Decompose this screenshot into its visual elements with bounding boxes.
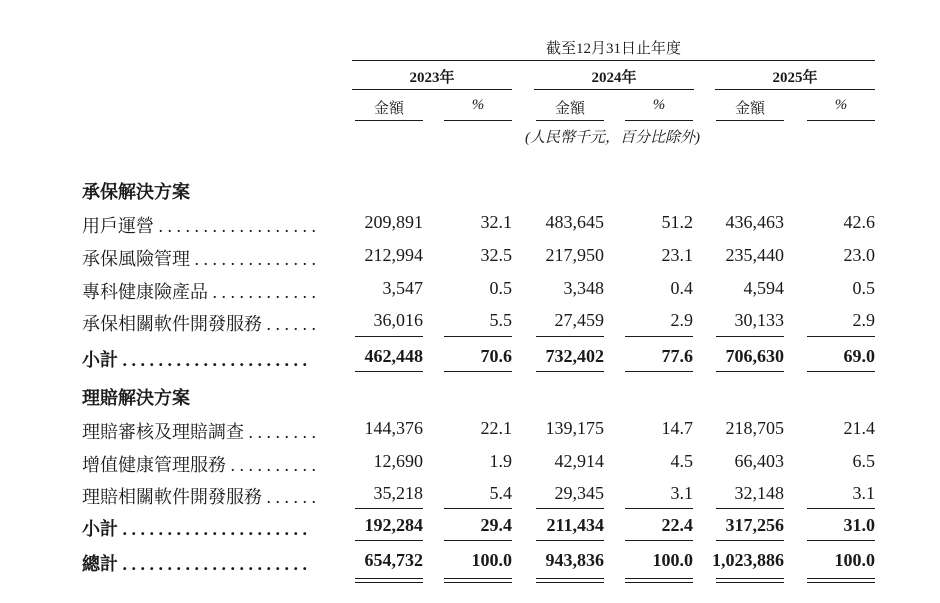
col-amount-2023: 金額 (373, 101, 404, 117)
cell-value: 22.4 (661, 515, 693, 535)
row-label: 用戶運營 . . . . . . . . . . . . . . . . . . (82, 216, 316, 236)
underline (444, 540, 512, 541)
cell-value: 12,690 (373, 451, 423, 471)
cell-value: 317,256 (725, 515, 784, 535)
cell-value: 0.5 (852, 278, 875, 298)
cell-value: 5.5 (489, 310, 512, 330)
cell-value: 144,376 (364, 418, 423, 438)
col-amount-2024: 金額 (554, 101, 585, 117)
cell-value: 32.1 (480, 212, 512, 232)
row-label: 增值健康管理服務 . . . . . . . . . . (82, 455, 316, 475)
underline (536, 371, 604, 372)
cell-value: 5.4 (489, 483, 512, 503)
row-label: 專科健康險產品 . . . . . . . . . . . . (82, 282, 316, 302)
underline (807, 336, 875, 337)
cell-value: 100.0 (834, 550, 875, 570)
col-rule (444, 120, 512, 121)
row-label: 承保風險管理 . . . . . . . . . . . . . . (82, 249, 316, 269)
row-label: 理賠審核及理賠調查 . . . . . . . . (82, 422, 316, 442)
cell-value: 30,133 (734, 310, 784, 330)
cell-value: 483,645 (545, 212, 604, 232)
double-underline (536, 578, 604, 583)
cell-value: 0.5 (489, 278, 512, 298)
year-2023-rule (352, 89, 512, 90)
cell-value: 77.6 (661, 346, 693, 366)
total-label: 總計 . . . . . . . . . . . . . . . . . . . . . (82, 554, 307, 574)
double-underline (625, 578, 693, 583)
cell-value: 211,434 (546, 515, 604, 535)
underline (625, 540, 693, 541)
cell-value: 192,284 (364, 515, 423, 535)
cell-value: 23.0 (843, 245, 875, 265)
cell-value: 29.4 (480, 515, 512, 535)
cell-value: 22.1 (480, 418, 512, 438)
year-2023-header: 2023年 (409, 70, 455, 86)
underline (625, 371, 693, 372)
underline (807, 371, 875, 372)
underline (807, 540, 875, 541)
double-underline (355, 578, 423, 583)
underline (625, 336, 693, 337)
cell-value: 69.0 (843, 346, 875, 366)
cell-value: 32.5 (480, 245, 512, 265)
cell-value: 235,440 (725, 245, 784, 265)
cell-value: 4.5 (670, 451, 693, 471)
cell-value: 943,836 (545, 550, 604, 570)
cell-value: 23.1 (661, 245, 693, 265)
cell-value: 2.9 (852, 310, 875, 330)
double-underline (807, 578, 875, 583)
cell-value: 36,016 (373, 310, 423, 330)
section-title-underwriting: 承保解決方案 (82, 182, 190, 202)
underline (355, 336, 423, 337)
cell-value: 732,402 (545, 346, 604, 366)
row-label: 理賠相關軟件開發服務 . . . . . . (82, 487, 316, 507)
cell-value: 1.9 (489, 451, 512, 471)
year-2025-rule (715, 89, 875, 90)
cell-value: 706,630 (725, 346, 784, 366)
cell-value: 209,891 (364, 212, 423, 232)
col-rule (536, 120, 604, 121)
year-2024-rule (534, 89, 694, 90)
underline (716, 371, 784, 372)
cell-value: 2.9 (670, 310, 693, 330)
underline (536, 336, 604, 337)
cell-value: 100.0 (471, 550, 512, 570)
col-percent-2024: % (652, 97, 666, 113)
year-2024-header: 2024年 (591, 70, 637, 86)
cell-value: 212,994 (364, 245, 423, 265)
cell-value: 6.5 (852, 451, 875, 471)
cell-value: 35,218 (373, 483, 423, 503)
section-title-claims: 理賠解決方案 (82, 388, 190, 408)
col-rule (807, 120, 875, 121)
underline (444, 336, 512, 337)
underline (536, 540, 604, 541)
cell-value: 3,348 (563, 278, 604, 298)
cell-value: 100.0 (652, 550, 693, 570)
cell-value: 218,705 (725, 418, 784, 438)
underline (355, 540, 423, 541)
cell-value: 462,448 (364, 346, 423, 366)
cell-value: 217,950 (545, 245, 604, 265)
underline (355, 371, 423, 372)
cell-value: 654,732 (364, 550, 423, 570)
cell-value: 4,594 (743, 278, 784, 298)
col-rule (355, 120, 423, 121)
cell-value: 70.6 (480, 346, 512, 366)
cell-value: 3,547 (382, 278, 423, 298)
row-label: 承保相關軟件開發服務 . . . . . . (82, 314, 316, 334)
year-2025-header: 2025年 (772, 70, 818, 86)
cell-value: 139,175 (545, 418, 604, 438)
period-header: 截至12月31日止年度 (545, 41, 681, 57)
cell-value: 31.0 (843, 515, 875, 535)
cell-value: 27,459 (554, 310, 604, 330)
cell-value: 1,023,886 (712, 550, 784, 570)
cell-value: 42,914 (554, 451, 604, 471)
underline (444, 371, 512, 372)
cell-value: 436,463 (725, 212, 784, 232)
cell-value: 21.4 (843, 418, 875, 438)
double-underline (716, 578, 784, 583)
col-rule (625, 120, 693, 121)
unit-note: (人民幣千元，百分比除外) (525, 130, 700, 146)
cell-value: 66,403 (734, 451, 784, 471)
cell-value: 3.1 (670, 483, 693, 503)
underline (807, 508, 875, 509)
underline (716, 508, 784, 509)
cell-value: 14.7 (661, 418, 693, 438)
underline (355, 508, 423, 509)
subtotal-label: 小計 . . . . . . . . . . . . . . . . . . . . . (82, 350, 307, 370)
col-amount-2025: 金額 (734, 101, 765, 117)
cell-value: 29,345 (554, 483, 604, 503)
underline (716, 540, 784, 541)
cell-value: 32,148 (734, 483, 784, 503)
col-percent-2025: % (834, 97, 848, 113)
underline (444, 508, 512, 509)
cell-value: 3.1 (852, 483, 875, 503)
col-percent-2023: % (471, 97, 485, 113)
double-underline (444, 578, 512, 583)
underline (536, 508, 604, 509)
cell-value: 0.4 (670, 278, 693, 298)
col-rule (716, 120, 784, 121)
underline (625, 508, 693, 509)
header-rule (352, 60, 875, 61)
subtotal-label: 小計 . . . . . . . . . . . . . . . . . . . . . (82, 519, 307, 539)
cell-value: 42.6 (843, 212, 875, 232)
cell-value: 51.2 (661, 212, 693, 232)
underline (716, 336, 784, 337)
